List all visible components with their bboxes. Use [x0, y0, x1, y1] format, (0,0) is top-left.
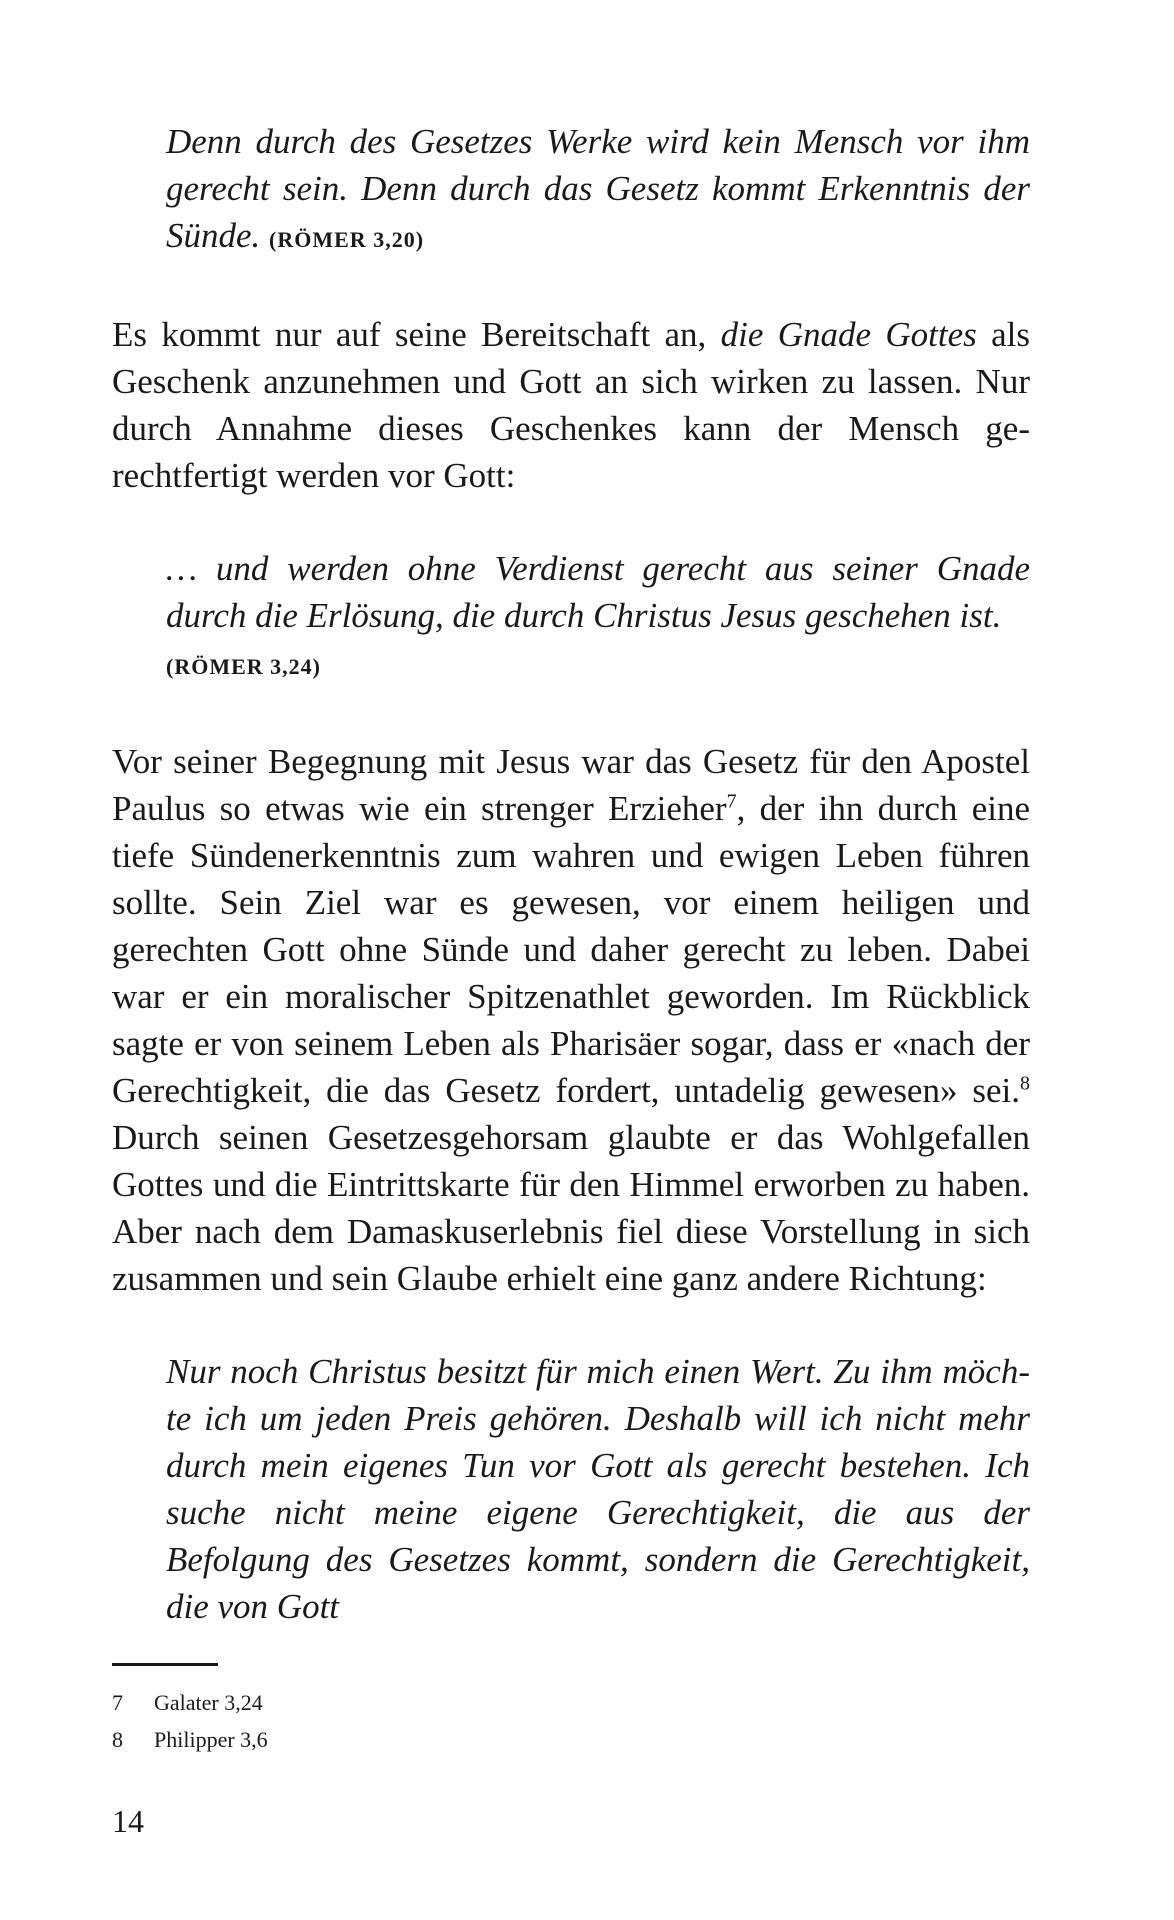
quote-reference: (RÖMER 3,24) — [166, 654, 321, 679]
page-number: 14 — [112, 1803, 144, 1839]
footnote-text: Galater 3,24 — [154, 1690, 263, 1715]
paragraph-text: Durch seinen Gesetzesgehorsam glaubte er das Wohlgefallen Gottes und die Eintrittskarte für den Himmel erworben zu haben. Aber nach dem Damaskuserlebnis fiel diese Vorstellung in sich zusammen und sein Glaube erhielt eine ganz andere Richtung: — [112, 1118, 1030, 1298]
scripture-quote-philipper — [166, 1348, 1030, 1630]
quote-reference: (RÖMER 3,20) — [269, 227, 425, 252]
paragraph-text: , der ihn durch eine tiefe Sündenerkenntnis zum wahren und ewigen Leben führen sollte. Sein Ziel war es gewesen, vor einem heiligen und gerechten Gott ohne Sünde und daher gerecht zu leben. Dabei war er ein moralischer Spitzenathlet geworden. Im Rückblick sagte er von seinem Leben als Pharisäer sogar, dass er «nach der Gerechtigkeit, die das Gesetz fordert, untadelig gewesen» sei. — [112, 789, 1030, 1110]
page-body — [112, 118, 1030, 1630]
footnote-marker[interactable]: 8 — [1020, 1072, 1030, 1095]
footnote-text: Philipper 3,6 — [154, 1727, 268, 1752]
quote-text: … und werden ohne Verdienst gerecht aus seiner Gnade durch die Erlösung, die durch Christus Jesus geschehen ist. — [166, 549, 1030, 635]
paragraph-paulus — [112, 738, 1030, 1302]
quote-text: Denn durch des Gesetzes Werke wird kein Mensch vor ihm gerecht sein. Denn durch das Gesetz kommt Erkenntnis der Sünde. — [166, 122, 1030, 255]
paragraph-text: als Geschenk anzunehmen und Gott an sich wirken zu lassen. Nur durch Annahme dieses Geschenkes kann der Mensch gerechtfertigt werden vor Gott: — [112, 315, 1030, 495]
footnote-number: 8 — [112, 1727, 123, 1752]
scripture-quote-roemer-3-20 — [166, 118, 1030, 263]
footnotes — [112, 1684, 268, 1758]
footnote-item — [112, 1684, 268, 1721]
emphasis-text: die Gnade Gottes — [720, 315, 977, 354]
paragraph-grace — [112, 311, 1030, 499]
paragraph-text: Es kommt nur auf seine Bereitschaft an, — [112, 315, 721, 354]
footnote-item — [112, 1721, 268, 1758]
quote-text: Nur noch Christus besitzt für mich einen Wert. Zu ihm möchte ich um jeden Preis gehören. Deshalb will ich nicht mehr durch mein eigenes Tun vor Gott als gerecht bestehen. Ich suche nicht meine eigene Gerechtigkeit, die aus der Befolgung des Gesetzes kommt, sondern die Gerechtigkeit, die von Gott — [166, 1352, 1030, 1626]
paragraph-text: Vor seiner Begegnung mit Jesus war das Gesetz für den Apostel Paulus so etwas wie ein strenger Erzieher — [112, 742, 1030, 828]
footnote-divider — [112, 1663, 218, 1666]
footnote-marker[interactable]: 7 — [726, 790, 737, 813]
footnote-number: 7 — [112, 1690, 123, 1715]
scripture-quote-roemer-3-24 — [166, 545, 1030, 690]
